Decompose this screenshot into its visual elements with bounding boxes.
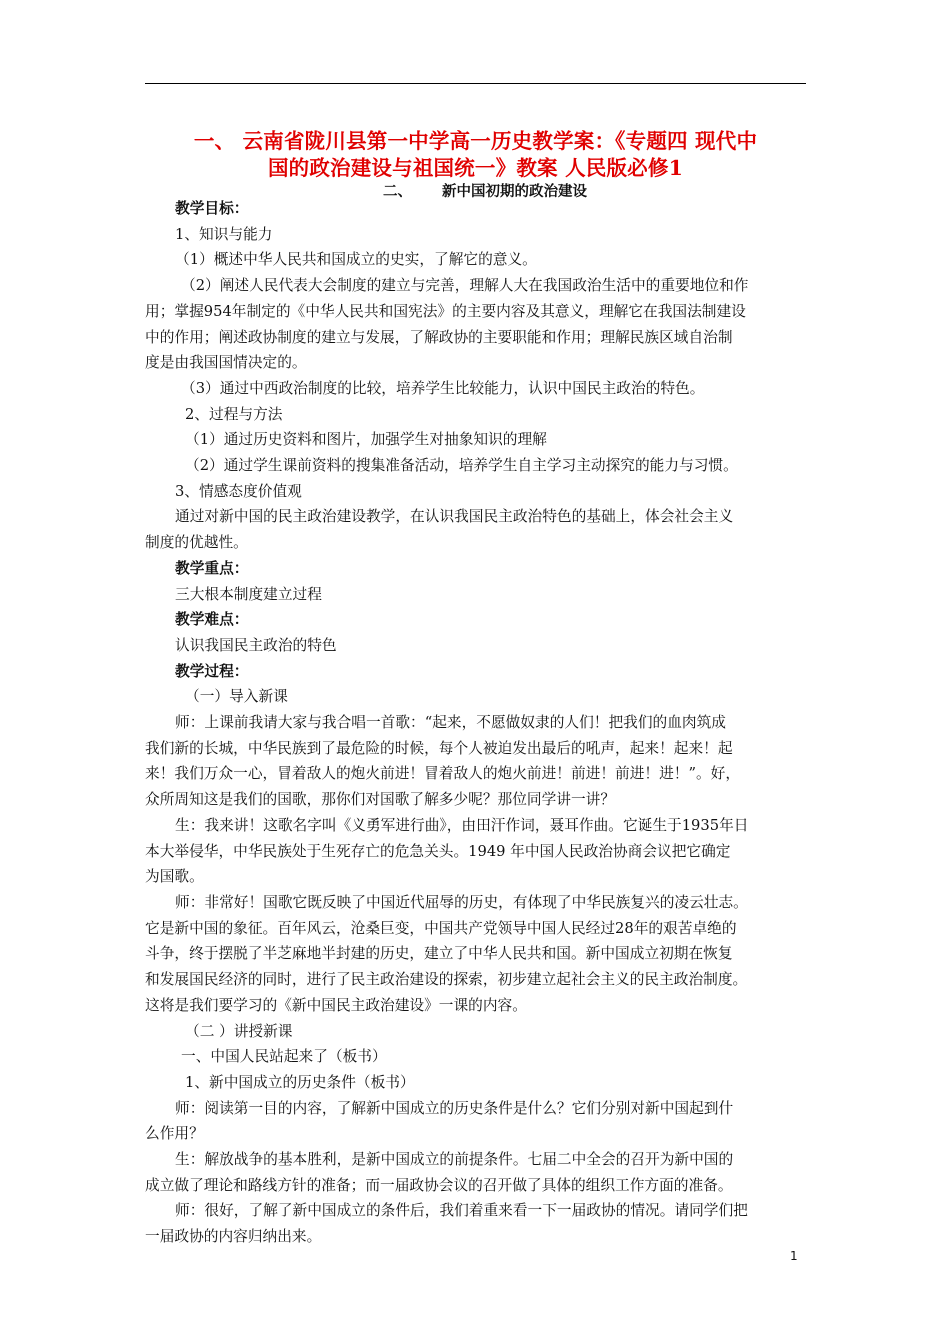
paragraph: 生：解放战争的基本胜利，是新中国成立的前提条件。七届二中全会的召开为新中国的 (175, 1151, 734, 1169)
paragraph: （1）通过历史资料和图片，加强学生对抽象知识的理解 (185, 431, 547, 449)
paragraph: （1）概述中华人民共和国成立的史实，了解它的意义。 (175, 251, 537, 269)
paragraph: 3、情感态度价值观 (175, 482, 302, 500)
document-title-line-1: 一、 云南省陇川县第一中学高一历史教学案：《专题四 现代中 (193, 129, 758, 153)
heading-key-points: 教学重点： (175, 559, 249, 577)
paragraph: 认识我国民主政治的特色 (175, 636, 337, 654)
section-number: 二、 (383, 183, 412, 200)
heading-process: 教学过程： (175, 662, 249, 680)
paragraph: 成立做了理论和路线方针的准备；而一届政协会议的召开做了具体的组织工作方面的准备。 (145, 1176, 733, 1194)
header-rule (145, 83, 806, 84)
paragraph: 斗争，终于摆脱了半芝麻地半封建的历史，建立了中华人民共和国。新中国成立初期在恢复 (145, 945, 733, 963)
paragraph: 么作用？ (145, 1125, 204, 1143)
paragraph: 1、知识与能力 (175, 225, 273, 243)
paragraph: 为国歌。 (145, 868, 204, 886)
paragraph: 一届政协的内容归纳出来。 (145, 1228, 322, 1246)
paragraph: 三大根本制度建立过程 (175, 585, 322, 603)
paragraph: 2、过程与方法 (185, 405, 283, 423)
paragraph: 和发展国民经济的同时，进行了民主政治建设的探索，初步建立起社会主义的民主政治制度。 (145, 971, 748, 989)
paragraph: （2）阐述人民代表大会制度的建立与完善，理解人大在我国政治生活中的重要地位和作 (181, 277, 749, 295)
document-body (145, 196, 806, 1250)
paragraph: （二 ）讲授新课 (185, 1022, 293, 1040)
paragraph: 我们新的长城，中华民族到了最危险的时候，每个人被迫发出最后的吼声，起来！起来！起 (145, 739, 733, 757)
paragraph: 众所周知这是我们的国歌，那你们对国歌了解多少呢？那位同学讲一讲？ (145, 791, 616, 809)
document-title-line-2: 国的政治建设与祖国统一》教案 人民版必修1 (267, 156, 684, 180)
paragraph: 一、中国人民站起来了（板书） (181, 1048, 387, 1066)
paragraph: 度是由我国国情决定的。 (145, 354, 307, 372)
paragraph: 通过对新中国的民主政治建设教学，在认识我国民主政治特色的基础上，体会社会主义 (175, 508, 734, 526)
page-number: 1 (790, 1249, 798, 1263)
paragraph: 师：阅读第一目的内容，了解新中国成立的历史条件是什么？它们分别对新中国起到什 (175, 1099, 734, 1117)
paragraph: 生：我来讲！这歌名字叫《义勇军进行曲》，由田汗作词，聂耳作曲。它诞生于1935年日 (175, 816, 749, 834)
paragraph: 师：很好，了解了新中国成立的条件后，我们着重来看一下一届政协的情况。请同学们把 (175, 1202, 748, 1220)
paragraph: 用；掌握954年制定的《中华人民共和国宪法》的主要内容及其意义，理解它在我国法制建设 (145, 302, 746, 320)
section-title: 新中国初期的政治建设 (442, 183, 587, 200)
paragraph: 1、新中国成立的历史条件（板书） (185, 1073, 415, 1091)
paragraph: 它是新中国的象征。百年风云，沧桑巨变，中国共产党领导中国人民经过28年的艰苦卓绝的 (145, 919, 737, 937)
paragraph: 师：上课前我请大家与我合唱一首歌：“起来，不愿做奴隶的人们！把我们的血肉筑成 (175, 714, 726, 732)
paragraph: （3）通过中西政治制度的比较，培养学生比较能力，认识中国民主政治的特色。 (181, 379, 705, 397)
paragraph: 本大举侵华，中华民族处于生死存亡的危急关头。1949 年中国人民政治协商会议把它确定 (145, 842, 731, 860)
heading-difficulties: 教学难点： (175, 611, 249, 629)
paragraph: 制度的优越性。 (145, 534, 248, 552)
paragraph: 师：非常好！国歌它既反映了中国近代屈辱的历史，有体现了中华民族复兴的凌云壮志。 (175, 893, 748, 911)
paragraph: （2）通过学生课前资料的搜集准备活动，培养学生自主学习主动探究的能力与习惯。 (185, 457, 738, 475)
paragraph: 这将是我们要学习的《新中国民主政治建设》一课的内容。 (145, 996, 527, 1014)
paragraph: 中的作用；阐述政协制度的建立与发展，了解政协的主要职能和作用；理解民族区域自治制 (145, 328, 733, 346)
heading-teaching-goals: 教学目标： (175, 200, 249, 217)
paragraph: （一）导入新课 (185, 688, 288, 706)
paragraph: 来！我们万众一心，冒着敌人的炮火前进！冒着敌人的炮火前进！前进！前进！进！”。好， (145, 765, 741, 783)
